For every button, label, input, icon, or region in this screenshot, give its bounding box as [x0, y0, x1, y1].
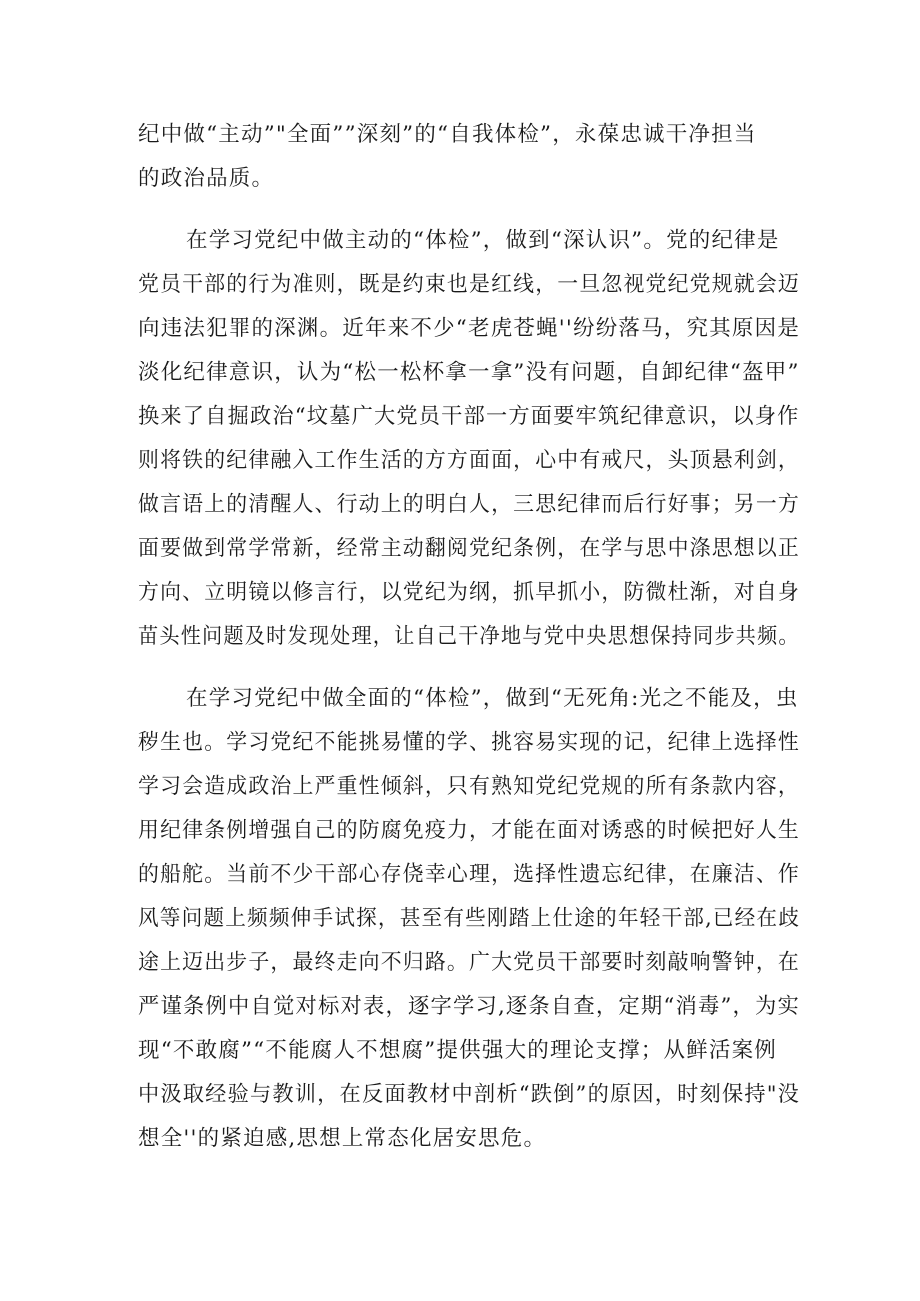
text-line: 在学习党纪中做全面的“体检”，做到“无死角:光之不能及，虫	[186, 686, 799, 711]
text-line: 中汲取经验与教训，在反面教材中剖析“跌倒”的原因，时刻保持"没	[138, 1082, 801, 1107]
text-line: 向违法犯罪的深渊。近年来不少“老虎苍蝇''纷纷落马，究其原因是	[138, 316, 801, 341]
text-line: 途上迈出步子，最终走向不归路。广大党员干部要时刻敲响警钟，在	[138, 950, 801, 975]
text-line: 在学习党纪中做主动的“体检”，做到“深认识”。党的纪律是	[186, 228, 780, 253]
text-line: 的政治品质。	[138, 166, 275, 191]
text-line: 风等问题上频频伸手试探，甚至有些刚踏上仕途的年轻干部,已经在歧	[138, 906, 801, 931]
text-line: 苗头性问题及时发现处理，让自己干净地与党中央思想保持同步共频。	[138, 624, 800, 649]
text-line: 学习会造成政治上严重性倾斜，只有熟知党纪党规的所有条款内容，	[138, 774, 801, 799]
text-line: 纪中做“主动”"全面””深刻”的“自我体检”，永葆忠诚干净担当	[138, 122, 757, 147]
text-line: 做言语上的清醒人、行动上的明白人，三思纪律而后行好事；另一方	[138, 492, 801, 517]
text-line: 严谨条例中自觉对标对表，逐字学习,逐条自查，定期“消毒”，为实	[138, 994, 801, 1019]
text-line: 党员干部的行为准则，既是约束也是红线，一旦忽视党纪党规就会迈	[138, 272, 801, 297]
text-line: 用纪律条例增强自己的防腐免疫力，才能在面对诱惑的时候把好人生	[138, 818, 801, 843]
text-line: 换来了自掘政治“坟墓广大党员干部一方面要牢筑纪律意识，以身作	[138, 404, 800, 429]
text-line: 秽生也。学习党纪不能挑易懂的学、挑容易实现的记，纪律上选择性	[138, 730, 801, 755]
text-line: 现“不敢腐”“不能腐人不想腐”提供强大的理论支撑；从鲜活案例	[138, 1038, 777, 1063]
text-line: 想全''的紧迫感,思想上常态化居安思危。	[138, 1126, 547, 1151]
text-line: 的船舵。当前不少干部心存侥幸心理，选择性遗忘纪律，在廉洁、作	[138, 862, 801, 887]
text-line: 面要做到常学常新，经常主动翻阅党纪条例，在学与思中涤思想以正	[138, 536, 801, 561]
text-line: 方向、立明镜以修言行，以党纪为纲，抓早抓小，防微杜渐，对自身	[138, 580, 801, 605]
text-line: 则将铁的纪律融入工作生活的方方面面，心中有戒尺，头顶悬利剑，	[138, 448, 801, 473]
text-line: 淡化纪律意识，认为“松一松杯拿一拿”没有问题，自卸纪律“盔甲”	[138, 360, 800, 385]
